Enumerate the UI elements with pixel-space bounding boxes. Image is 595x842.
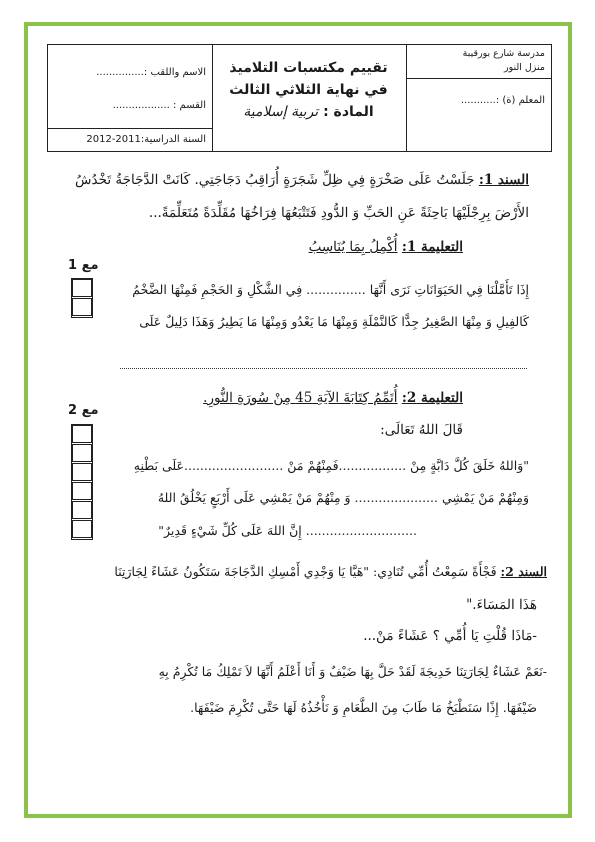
sened2-line3: -مَاذَا قُلْتِ يَا أُمِّي ؟ عَشَاءً مَنْ... xyxy=(363,628,537,644)
divider xyxy=(407,78,551,79)
sened2-text1: فَجْأَةً سَمِعْتُ أُمِّي تُنَادِي: "هَيَّا يَا وَجْدِي أَمْسِكِ الدَّجَاجَةَ سَتَكُونُ عَشَاءً لِجَارَتِنَا xyxy=(114,564,497,579)
sened1-line1 xyxy=(75,172,529,188)
exam-titles xyxy=(211,45,406,151)
exam-header xyxy=(47,44,552,152)
score-box[interactable] xyxy=(72,298,92,316)
score-label-2: مع 2 xyxy=(68,403,99,418)
score-box[interactable] xyxy=(72,444,92,462)
score-box[interactable] xyxy=(72,482,92,500)
school-info xyxy=(406,45,551,151)
verse-line3[interactable]: ............................ إِنَّ اللهَ عَلَى كُلِّ شَيْءٍ قَدِيرٌ" xyxy=(158,523,417,538)
task1-line1[interactable]: إِذَا تَأَمَّلْنَا فِي الحَيَوَانَاتِ نَرَى أَنَّهَا ............... فِي الشَّكْلِ وَ الحَجْمِ فَمِنْهَا الضَّخْمُ xyxy=(132,282,529,297)
task1-instruction: أُكْمِلُ بِمَا يُنَاسِبُ xyxy=(308,239,398,255)
sened2-line1 xyxy=(114,564,547,579)
task1-answer-line[interactable] xyxy=(120,368,527,369)
score-box[interactable] xyxy=(72,425,92,443)
sened2-line2: هَذَا المَسَاءَ." xyxy=(466,597,537,613)
task1-line2: كَالفِيلِ وَ مِنْهَا الصَّغِيرُ جِدًّا كَالنَّمْلَةِ وَمِنْهَا مَا يَعْدُو وَمِنْهَا مَا يَطِيرُ وَهَذَا دَلِيلٌ عَلَى xyxy=(139,314,529,329)
score-label-1: مع 1 xyxy=(68,258,99,273)
task2-instruction: أُتَمِّمُ كِتَابَةَ الآيَةِ 45 مِنْ سُورَةِ النُّورِ. xyxy=(203,390,398,406)
exam-period: في نهاية الثلاثي الثالث xyxy=(229,82,388,98)
student-name-field[interactable]: الاسم واللقب :............... xyxy=(96,67,206,78)
verse-line2[interactable]: وَمِنْهُمْ مَنْ يَمْشِي ..................... وَ مِنْهُمْ مَنْ يَمْشِي عَلَى أَرْبَعٍ يَخْلُقُ اللهُ xyxy=(157,490,529,505)
task1-label: التعليمة 1: xyxy=(401,239,463,255)
sened1-line2: الأَرْضَ بِرِجْلَيْهَا بَاحِثَةً عَنِ الحَبِّ وَ الدُّودِ فَتَتْبَعُهَا فِرَاخُهَا مُقَلِّدَةً مُتَعَلِّمَةً... xyxy=(148,205,529,221)
student-info xyxy=(48,45,213,151)
exam-title: تقييم مكتسبات التلاميذ xyxy=(229,60,388,76)
teacher-field[interactable]: المعلم (ة) :........... xyxy=(460,95,545,106)
subject-row xyxy=(211,101,406,123)
sened1-label: السند 1: xyxy=(478,172,529,188)
sened2-line5: ضَيْفَهَا. إِذًا سَنَطْبَخُ مَا طَابَ مِنَ الطَّعَامِ وَ نَأْخُذُهُ لَهَا حَتَّى تُكْرِمَ ضَيْفَهَا. xyxy=(190,700,537,715)
subject-value: تربية إسلامية xyxy=(243,104,319,120)
score-box[interactable] xyxy=(72,463,92,481)
score-box[interactable] xyxy=(72,279,92,297)
school-town: منزل النور xyxy=(503,62,545,73)
task2-heading xyxy=(203,390,463,406)
verse-line1[interactable]: "وَاللهُ خَلَقَ كُلَّ دَابَّةٍ مِنْ .................فَمِنْهُمْ مَنْ .........................عَلَى بَطْنِهِ xyxy=(133,458,529,473)
task2-label: التعليمة 2: xyxy=(401,390,463,406)
class-field[interactable]: القسم : .................. xyxy=(112,100,206,111)
sened2-line4: -نَعَمْ عَشَاءٌ لِجَارَتِنَا خَدِيجَةَ لَقَدْ حَلَّ بِهَا ضَيْفٌ وَ أَنَا أَعْلَمُ أَنَّهَا لاَ تَمْلِكُ مَا تُكْرِمُ بِهِ xyxy=(158,664,547,679)
school-name: مدرسة شارع بورقيبة xyxy=(462,48,545,59)
school-year: السنة الدراسية:2011-2012 xyxy=(48,128,212,151)
sened2-label: السند 2: xyxy=(500,564,547,579)
task1-heading xyxy=(309,239,463,255)
sened1-text1: جَلَسْتُ عَلَى صَخْرَةٍ فِي ظِلِّ شَجَرَةٍ أُرَاقِبُ دَجَاجَتِي. كَانَتْ الدَّجَاجَةُ تَخْدُشُ xyxy=(75,172,475,188)
subject-label: المادة : xyxy=(323,104,374,120)
score-box[interactable] xyxy=(72,501,92,519)
task2-intro: قَالَ اللهُ تَعَالَى: xyxy=(380,422,463,438)
score-box[interactable] xyxy=(72,520,92,538)
